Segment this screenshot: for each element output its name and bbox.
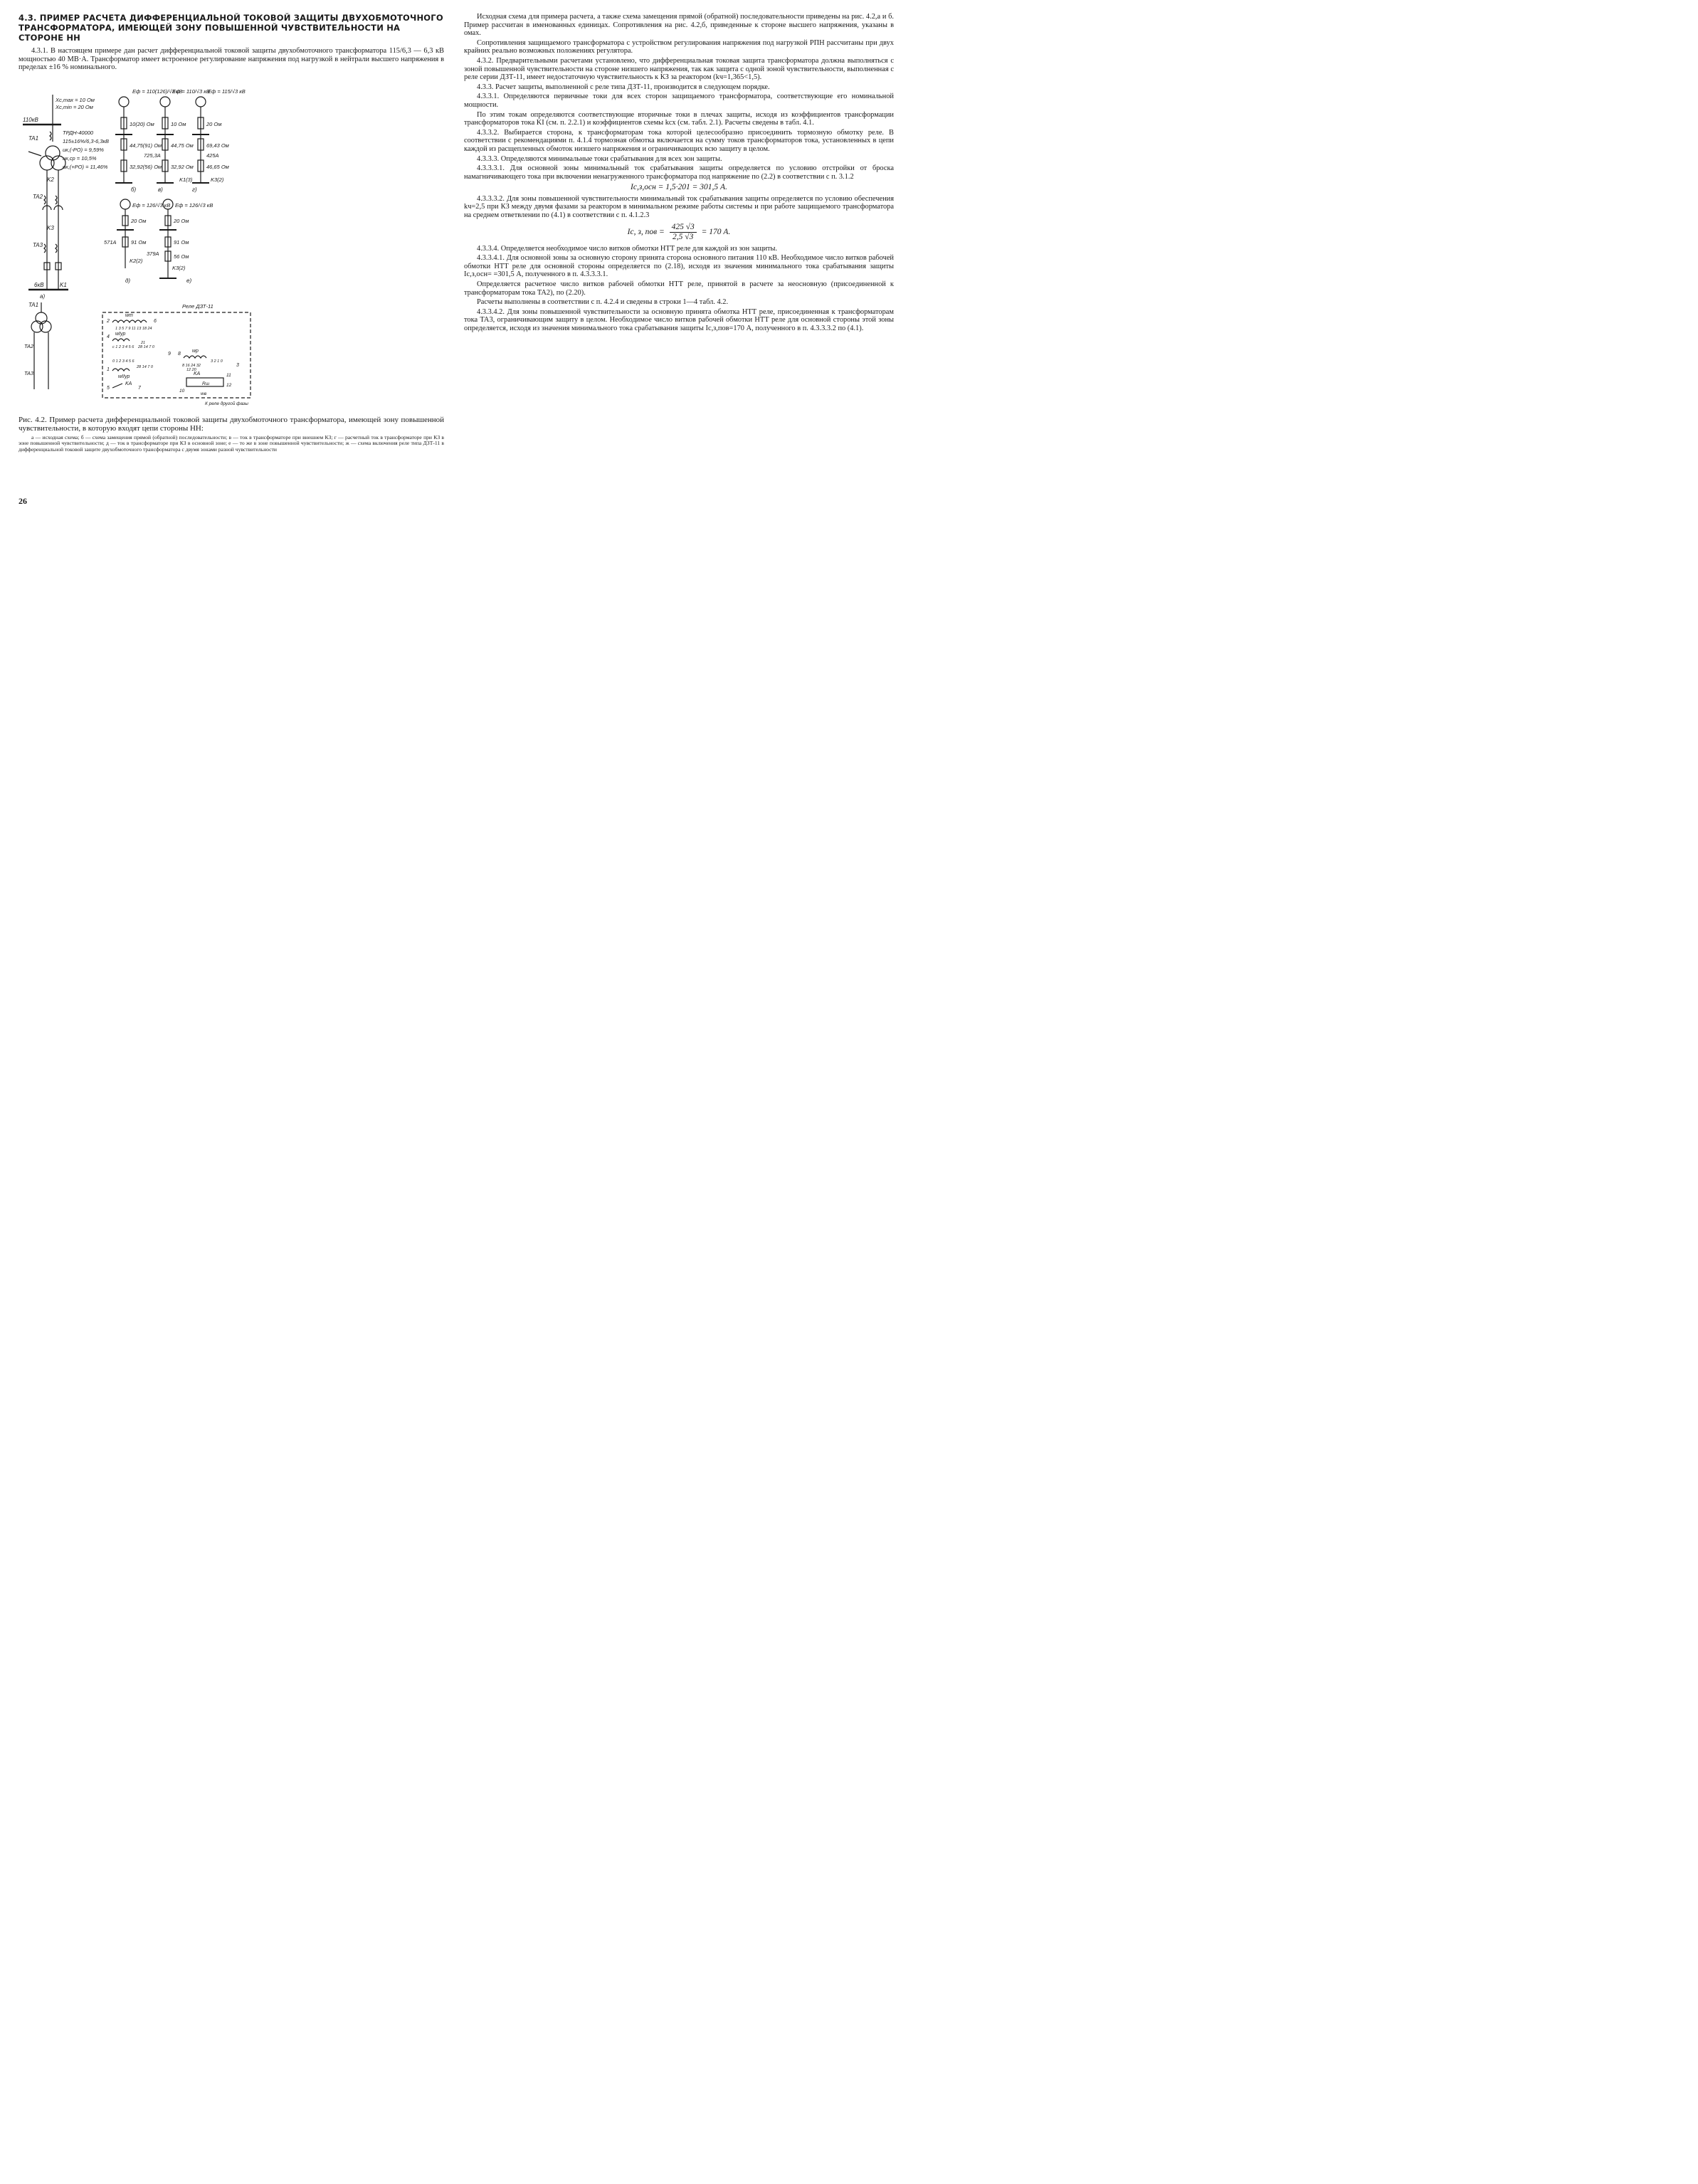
label-k3: K3 — [47, 224, 54, 231]
label-ta2-zh: TA2 — [24, 342, 34, 349]
label-n1: 1 — [107, 366, 110, 372]
figure-4-2 — [19, 76, 444, 453]
label-k2: K2 — [47, 176, 54, 183]
schemes-b-v-g — [115, 88, 246, 193]
schemes-d-e — [104, 199, 213, 284]
paragraph-4-3-3-2: 4.3.3.2. Выбирается сторона, к трансформаторам тока которой целесообразно присоединить тормозную обмотку реле. В соответствии с рекомендациями п. 4.1.4 тормозная обмотка включается на сумму токов трансформаторов тока, установленных в цепи каждой из расщепленных обмоток низшего напряжения и ограничивающих всю защиту в целом. — [464, 128, 894, 153]
label-right-taps: 3 2 1 0 — [211, 359, 223, 364]
paragraph-4-3-3: 4.3.3. Расчет защиты, выполненной с реле типа ДЗТ-11, производится в следующем порядке. — [477, 83, 770, 91]
paragraph-4-3-2: 4.3.2. Предварительными расчетами установлено, что дифференциальная токовая защита трансформатора должна выполняться с зоной повышенной чувствительности на стороне низшего напряжения, так как защита с одной зоной чувствительности, выполненная с реле серии ДЗТ-11, имеет недостаточную чувствительность к КЗ за реактором (kч=1,365<1,5). — [464, 56, 894, 82]
label-e-v: Eф = 110/√3 кВ — [172, 88, 210, 95]
label-i-g: 425А — [206, 152, 219, 159]
label-ka-contact: KA — [125, 381, 132, 386]
label-mid-21: 21 — [141, 340, 146, 345]
paragraph-4-3-3-3: 4.3.3.3. Определяются минимальные токи срабатывания для всех зон защиты. — [477, 154, 722, 163]
label-i-v: 725,3А — [144, 152, 161, 159]
label-n11: 11 — [226, 372, 231, 378]
label-n6: 6 — [154, 318, 157, 324]
figure-caption-title: Рис. 4.2. Пример расчета дифференциальной токовой защиты двухобмоточного трансформатора, имеющей зону повышенной чувствительности, в которую входят цепи стороны НН: — [19, 415, 444, 433]
paragraph-intro: Исходная схема для примера расчета, а также схема замещения прямой (обратной) последовательности приведены на рис. 4.2,а и б. Пример рассчитан в именованных единицах. Сопротивления на рис. 4.2,б, приведенные к стороне высшего напряжения, указаны в омах. — [464, 13, 894, 38]
label-k2-2: K2(2) — [130, 257, 143, 264]
label-trdn: ТРДН-40000 — [63, 129, 94, 136]
paragraph-secondary-currents: По этим токам определяются соответствующие вторичные токи в плечах защиты, исходя из коэффициентов трансформации трансформаторов тока KI (см. п. 2.2.1) и коэффициентов схемы kсх (см. табл. 2.1). Расчеты сведены в табл. 4.1. — [464, 110, 894, 127]
label-e-e: Eф = 126/√3 кВ — [175, 201, 213, 209]
label-fig-d: д) — [125, 277, 131, 284]
formula-i-pov-fraction — [670, 223, 697, 242]
label-n2: 2 — [107, 318, 110, 324]
label-r-b3: 32,92(56) Ом — [130, 163, 162, 170]
label-uk-plus: uк,(+РО) = 11,46% — [63, 163, 108, 170]
label-mid-taps: 28 14 7 0 — [138, 344, 154, 349]
paragraph-4-3-3-4: 4.3.3.4. Определяется необходимое число витков обмотки НТТ реле для каждой из зон защиты. — [477, 244, 778, 253]
label-i-e: 379А — [147, 250, 159, 257]
label-xc-min: Xc,min = 20 Ом — [56, 103, 93, 110]
label-r-e3: 56 Ом — [174, 253, 189, 260]
label-rsh: Rш — [202, 381, 210, 386]
label-r-b2: 44,75(91) Ом — [130, 142, 162, 149]
circuit-diagram — [19, 76, 444, 409]
label-n4: 4 — [107, 334, 110, 339]
formula-i-pov-numerator: 425 √3 — [670, 223, 697, 233]
label-r-v1: 10 Ом — [171, 120, 186, 127]
formula-i-osn: Iс,з,осн = 1,5·201 = 301,5 А. — [631, 183, 727, 192]
label-k3-2: K3(2) — [211, 176, 224, 183]
label-bus-110: 110кВ — [23, 116, 38, 123]
figure-caption-body: а — исходная схема; б — схема замещения прямой (обратной) последовательности; в — ток в трансформаторе при внешнем КЗ; г — расчетный ток в трансформаторе при КЗ в зоне повышенной чувствительности; д — ток в трансформаторе при КЗ в основной зоне; е — то же в зоне повышенной чувствительности; ж — схема включения реле типа ДЗТ-11 в дифференциальной токовой защите двухобмоточного трансформатора с двумя зонами разной чувствительности — [19, 433, 444, 453]
label-uk-ro: uк,(-РО) = 9,59% — [63, 146, 104, 153]
formula-i-pov — [464, 223, 894, 242]
label-n3: 3 — [236, 362, 239, 368]
label-w2ur: wIIур — [118, 374, 130, 379]
label-wr: wр — [192, 348, 199, 354]
label-r-e2: 91 Ом — [174, 238, 189, 246]
label-ta3: TA3 — [33, 241, 43, 248]
label-relay: Реле ДЗТ-11 — [182, 302, 213, 310]
section-heading: 4.3. ПРИМЕР РАСЧЕТА ДИФФЕРЕНЦИАЛЬНОЙ ТОКОВОЙ ЗАЩИТЫ ДВУХОБМОТОЧНОГО ТРАНСФОРМАТОРА, ИМЕЮЩЕЙ ЗОНУ ПОВЫШЕННОЙ ЧУВСТВИТЕЛЬНОСТИ НА СТОРОНЕ НН — [19, 13, 443, 43]
label-fig-b: б) — [131, 186, 137, 193]
formula-i-pov-denominator: 2,5 √3 — [673, 232, 694, 241]
paragraph-4-3-1: 4.3.1. В настоящем примере дан расчет дифференциальной токовой защиты двухобмоточного трансформатора 115/6,3 — 6,3 кВ мощностью 40 МВ·А. Трансформатор имеет встроенное регулирование напряжения под нагрузкой в нейтрали высшего напряжения в пределах ±16 % номинального. — [19, 47, 444, 72]
label-ta1: TA1 — [28, 134, 39, 142]
label-uk-sr: uк,ср = 10,5% — [63, 154, 97, 162]
label-r-g2: 69,43 Ом — [206, 142, 229, 149]
label-ta1-zh: TA1 — [28, 301, 39, 308]
paragraph-4-3-3-4-1: 4.3.3.4.1. Для основной зоны за основную сторону принята сторона основного питания 110 кВ. Необходимое число витков рабочей обмотки НТТ реле для основной стороны определяется по (2.18), исходя из значения минимального тока срабатывания защиты Iс,з,осн= =301,5 А, полученного в п. 4.3.3.3.1. — [464, 254, 894, 279]
label-e-g: Eф = 115/√3 кВ — [208, 88, 246, 95]
label-wt: wт — [125, 312, 133, 318]
label-other-phase: К реле другой фазы — [205, 401, 248, 406]
label-wt-taps: 1 3 5 7 9 11 13 18 24 — [115, 326, 152, 331]
formula-i-pov-rhs: = 170 А. — [701, 227, 731, 236]
label-n12: 12 — [226, 382, 232, 388]
label-fig-a: а) — [40, 292, 46, 300]
label-e-b: Eф = 110(126)/√3 кВ — [132, 88, 183, 95]
label-k1: K1 — [60, 281, 67, 288]
label-w2ur-taps: 0 1 2 3 4 5 6 — [112, 359, 135, 364]
label-r-d2: 91 Ом — [131, 238, 147, 246]
label-ta2: TA2 — [33, 193, 43, 200]
label-r-d1: 20 Ом — [131, 217, 147, 224]
label-ta3-zh: TA3 — [24, 369, 34, 376]
label-bus-6: 6кВ — [34, 281, 44, 288]
scheme-a — [23, 95, 109, 300]
page-number: 26 — [19, 496, 27, 506]
label-wr-taps: 8 16 24 32 — [182, 363, 201, 368]
label-n8: 8 — [178, 351, 181, 357]
label-w1ur: wIур — [115, 331, 126, 337]
label-n9: 9 — [168, 351, 171, 357]
scheme-zh — [24, 302, 251, 406]
label-ka-coil: KA — [194, 371, 201, 376]
label-r-g3: 46,65 Ом — [206, 163, 229, 170]
label-trdn-ratio: 115±16%/6,3-6,3кВ — [63, 137, 110, 144]
label-fig-e: е) — [186, 277, 192, 284]
label-r-b1: 10(20) Ом — [130, 120, 154, 127]
paragraph-resistance: Сопротивления защищаемого трансформатора с устройством регулирования напряжения под нагрузкой РПН рассчитаны при двух крайних реально возможных положениях регулятора. — [464, 38, 894, 56]
paragraph-4-3-3-4-2: 4.3.3.4.2. Для зоны повышенной чувствительности за основную принята обмотка НТТ реле, присоединенная к трансформаторам тока TA3, ограничивающим защиту в целом. Необходимое число витков рабочей обмотки НТТ реле для основной стороны этой зоны определяется, исходя из значения минимального тока срабатывания защиты Iс,з,пов=170 А, полученного в п. 4.3.3.3.2 по (4.1). — [464, 307, 894, 332]
label-r-v3: 32,92 Ом — [171, 163, 194, 170]
label-r-v2: 44,75 Ом — [171, 142, 194, 149]
label-k3-2e: K3(2) — [172, 264, 186, 271]
paragraph-calc-turns: Определяется расчетное число витков рабочей обмотки НТТ реле, принятой в расчете за неосновную (присоединенной к трансформаторам тока TA2), по (2.20). — [464, 280, 894, 297]
label-e-d: Eф = 126/√3 кВ — [132, 201, 171, 209]
paragraph-4-3-3-3-2: 4.3.3.3.2. Для зоны повышенной чувствительности минимальный ток срабатывания защиты определяется по условию обеспечения kч=2,5 при КЗ между двумя фазами за реактором в минимальном режиме работы системы и при работе защищаемого трансформатора на среднем ответвлении по (4.1) в соответствии с п. 4.1.2.3 — [464, 194, 894, 220]
label-r-g1: 20 Ом — [206, 120, 222, 127]
paragraph-4-3-3-1: 4.3.3.1. Определяются первичные токи для всех сторон защищаемого трансформатора, соответствующие его номинальной мощности. — [464, 93, 894, 109]
label-xc-max: Xc,max = 10 Ом — [56, 96, 95, 103]
label-wv: wв — [201, 391, 207, 396]
formula-i-pov-lhs: Iс, з, пов = — [627, 227, 665, 236]
label-mid-taps-2: 28 14 7 0 — [137, 364, 153, 369]
label-n10: 10 — [179, 388, 185, 394]
label-n7: 7 — [138, 385, 141, 391]
document-page — [0, 0, 911, 512]
label-wr-taps2: 12 20 — [186, 367, 196, 372]
label-k1-3: K1(3) — [179, 176, 193, 183]
left-column — [19, 13, 444, 455]
label-w1ur-taps: c 1 2 3 4 5 6 — [112, 344, 135, 349]
label-fig-g: г) — [192, 186, 197, 193]
label-n5: 5 — [107, 385, 110, 391]
right-column — [464, 13, 894, 334]
label-r-e1: 20 Ом — [174, 217, 189, 224]
label-i-d: 571А — [104, 238, 117, 246]
paragraph-4-3-3-3-1: 4.3.3.3.1. Для основной зоны минимальный ток срабатывания защиты определяется по условию отстройки от броска намагничивающего тока при включении ненагруженного трансформатора под напряжение по (2.2) в соответствии с п. 3.1.2 — [464, 164, 894, 181]
paragraph-calc-done: Расчеты выполнены в соответствии с п. 4.2.4 и сведены в строки 1—4 табл. 4.2. — [477, 298, 729, 307]
label-fig-v: в) — [158, 186, 163, 193]
